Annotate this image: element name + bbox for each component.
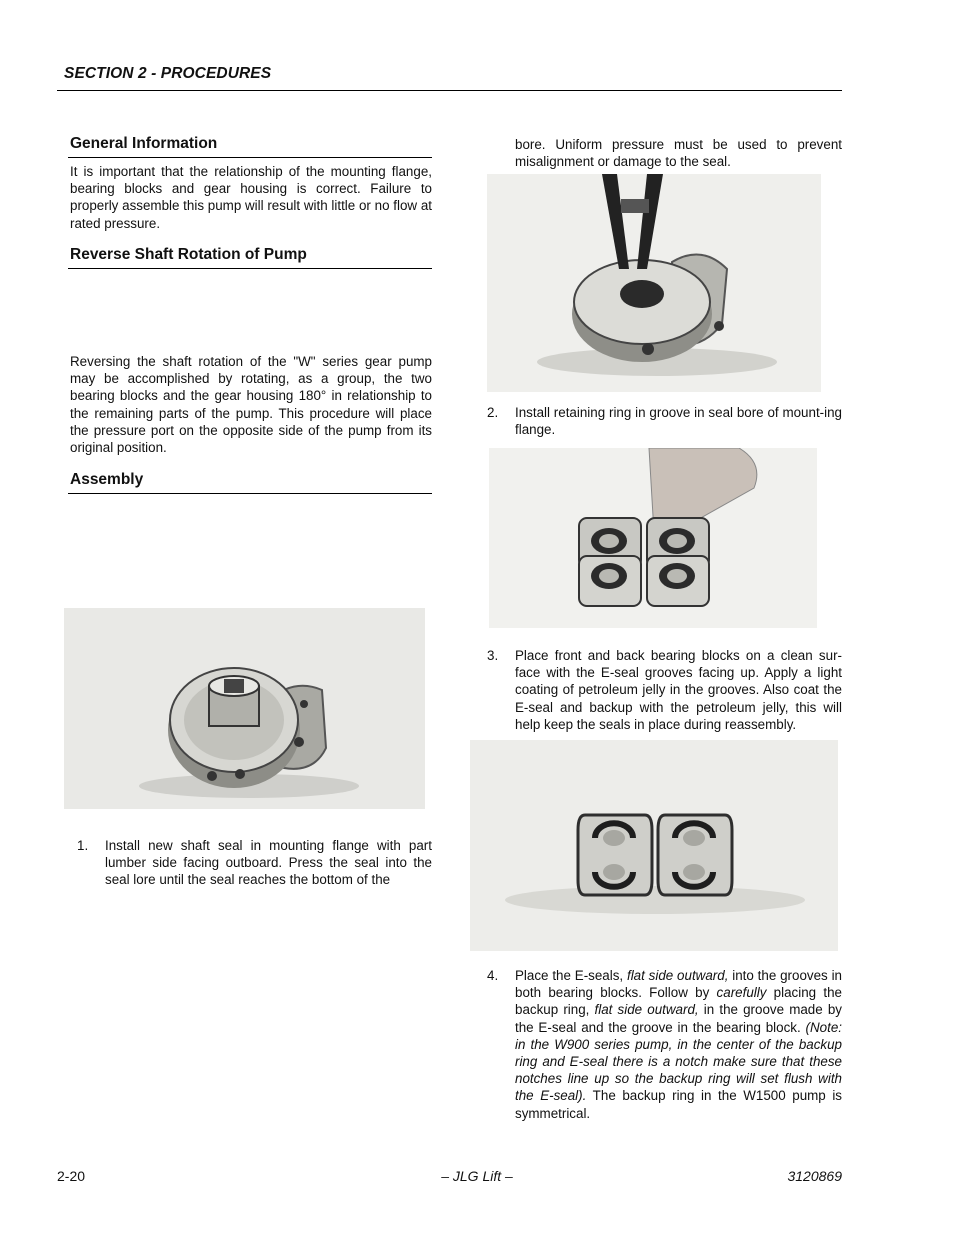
general-information-text: It is important that the relationship of the mounting flange, bearing blocks and gear housing is correct. Failure to properly assemble this pump will result with little or no flow at rated pressure.: [70, 164, 432, 231]
step-text: Place the E-seals,: [515, 968, 627, 983]
step-text: placing the backup ring,: [515, 985, 842, 1018]
step-text: Install retaining ring in groove in seal bore of mount-ing flange.: [515, 405, 842, 438]
retaining-ring-photo: [487, 174, 821, 392]
document-number: 3120869: [787, 1168, 842, 1184]
step-text: into the grooves in both bearing blocks. Follow by: [515, 968, 842, 1001]
step-1: [77, 837, 432, 889]
step-3: [487, 647, 842, 733]
step-text: Install new shaft seal in mounting flange with part lumber side facing outboard. Press the seal into the seal lore until the seal reaches the bottom of the: [105, 838, 432, 888]
emphasis-text: flat side outward,: [594, 1002, 699, 1018]
step-number: 3.: [487, 648, 499, 663]
section-header: SECTION 2 - PROCEDURES: [64, 65, 272, 82]
e-seals-photo: [470, 740, 838, 951]
header-rule: [57, 90, 842, 91]
note-text: (Note: in the W900 series pump, in the center of the backup ring and E-seal there is a notch make sure that these notches line up so the backup ring will set flush with the E-seal).: [515, 1019, 842, 1104]
reverse-rotation-text: Reversing the shaft rotation of the "W" series gear pump may be accomplished by rotating, as a group, the two bearing blocks and the gear housing 180° in relationship to the remaining parts of the pump. This procedure will place the pressure port on the opposite side of the pump from its original position.: [70, 354, 432, 456]
general-information-heading: General Information: [70, 135, 218, 152]
step-4: [487, 967, 842, 1122]
step-text: The backup ring in the W1500 pump is symmetrical.: [515, 1088, 842, 1121]
step-text: Place front and back bearing blocks on a clean sur-face with the E-seal grooves facing up. Apply a light coating of petroleum jelly in the grooves. Also coat the E-seal and backup with the petroleum jelly, this will help keep the seals in place during reassembly.: [515, 648, 842, 732]
step-1-continued: [515, 136, 842, 170]
mounting-flange-photo: [64, 608, 425, 809]
step-text: bore. Uniform pressure must be used to prevent misalignment or damage to the seal.: [515, 137, 842, 170]
emphasis-text: flat side outward,: [626, 968, 729, 983]
emphasis-text: carefully: [716, 985, 767, 1001]
footer-center: – JLG Lift –: [441, 1168, 513, 1184]
page-number: 2-20: [57, 1168, 86, 1184]
reverse-rotation-heading: Reverse Shaft Rotation of Pump: [70, 246, 307, 263]
heading-rule: [68, 493, 432, 494]
step-text: in the groove made by the E-seal and the groove in the bearing block.: [515, 1002, 842, 1035]
bearing-blocks-photo: [489, 448, 817, 628]
step-number: 2.: [487, 405, 499, 420]
heading-rule: [68, 268, 432, 269]
heading-rule: [68, 157, 432, 158]
assembly-heading: Assembly: [70, 471, 144, 488]
step-2: [487, 404, 842, 438]
step-number: 4.: [487, 968, 499, 983]
step-number: 1.: [77, 838, 89, 853]
